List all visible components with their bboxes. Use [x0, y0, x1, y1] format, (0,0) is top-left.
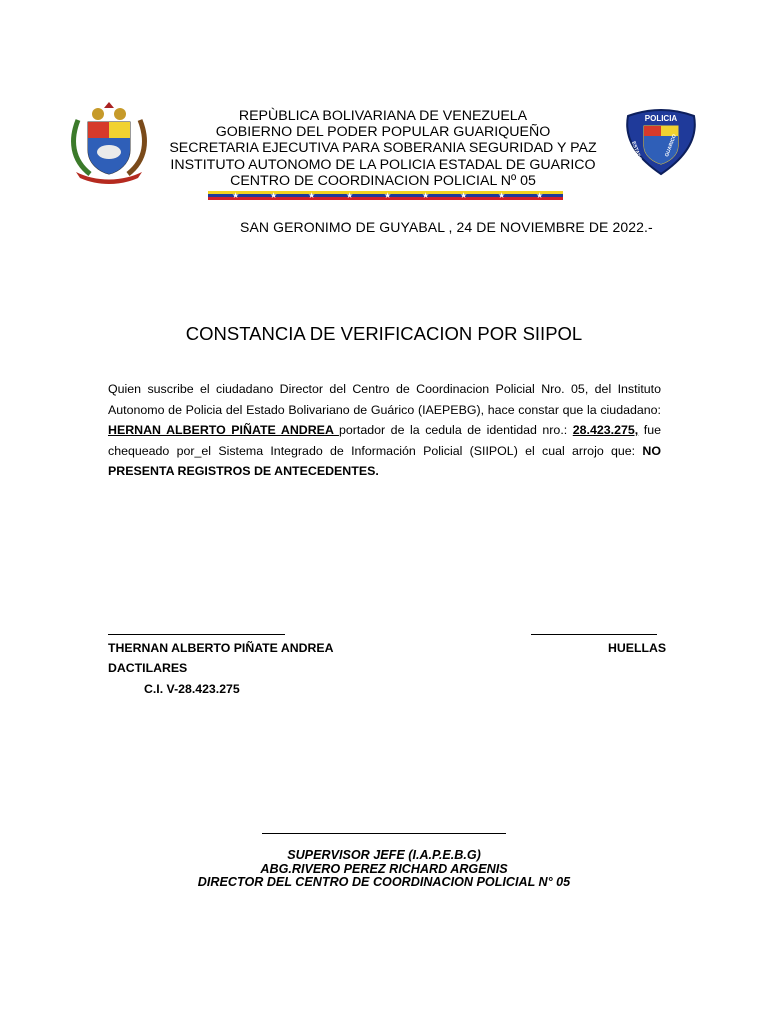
- header-line-1: REPÙBLICA BOLIVARIANA DE VENEZUELA: [238, 108, 528, 124]
- signer-name: THERNAN ALBERTO PIÑATE ANDREA: [108, 641, 334, 655]
- right-signature-line: [531, 634, 657, 635]
- dactilares-label: DACTILARES: [108, 661, 188, 675]
- header-line-2: GOBIERNO DEL PODER POPULAR GUARIQUEÑO: [215, 124, 551, 141]
- citizen-name: HERNAN ALBERTO PIÑATE ANDREA: [108, 423, 339, 438]
- director-signature-line: [262, 833, 506, 834]
- director-rank: SUPERVISOR JEFE (I.A.P.E.B.G): [287, 848, 481, 862]
- id-number: 28.423.275,: [572, 423, 639, 438]
- badge-top-text: POLICIA: [644, 114, 678, 123]
- coat-of-arms-logo: [66, 100, 152, 184]
- header-line-5: CENTRO DE COORDINACION POLICIAL Nº 05: [230, 172, 536, 189]
- badge-right-text: GUARICO: [664, 133, 678, 158]
- header-block: [150, 108, 616, 189]
- body-text-1: Quien suscribe el ciudadano Director del Centro de Coordinacion Policial Nro. 05, del Instituto Autonomo de Policia del Estado Bolivariano de Guárico (IAEPEBG), hace constar que la ciudadano:: [108, 382, 661, 417]
- verification-result: NO PRESENTA REGISTROS DE ANTECEDENTES.: [108, 443, 661, 479]
- date-line: SAN GERONIMO DE GUYABAL , 24 DE NOVIEMBRE DE 2022.-: [240, 219, 653, 235]
- flag-stripe: ★ ★ ★ ★ ★ ★ ★ ★ ★: [208, 191, 563, 200]
- director-block: [0, 849, 768, 890]
- police-badge-logo: [622, 108, 700, 176]
- body-paragraph: [108, 379, 661, 482]
- document-title: CONSTANCIA DE VERIFICACION POR SIIPOL: [185, 323, 583, 344]
- body-text-2: portador de la cedula de identidad nro.:: [338, 423, 573, 438]
- badge-left-text: ESTADO: [630, 140, 643, 162]
- header-line-4: INSTITUTO AUTONOMO DE LA POLICIA ESTADAL DE GUARICO: [170, 156, 596, 173]
- director-name: ABG.RIVERO PEREZ RICHARD ARGENIS: [260, 861, 508, 876]
- director-title: DIRECTOR DEL CENTRO DE COORDINACION POLICIAL N° 05: [197, 875, 571, 889]
- signer-id: C.I. V-28.423.275: [144, 682, 240, 696]
- fingerprint-label: HUELLAS: [608, 641, 667, 655]
- left-signature-line: [108, 634, 285, 635]
- header-line-3: SECRETARIA EJECUTIVA PARA SOBERANIA SEGURIDAD Y PAZ: [169, 140, 597, 157]
- body-text-3: fue chequeado por_el Sistema Integrado de Información Policial (SIIPOL) el cual arrojo que:: [108, 423, 662, 458]
